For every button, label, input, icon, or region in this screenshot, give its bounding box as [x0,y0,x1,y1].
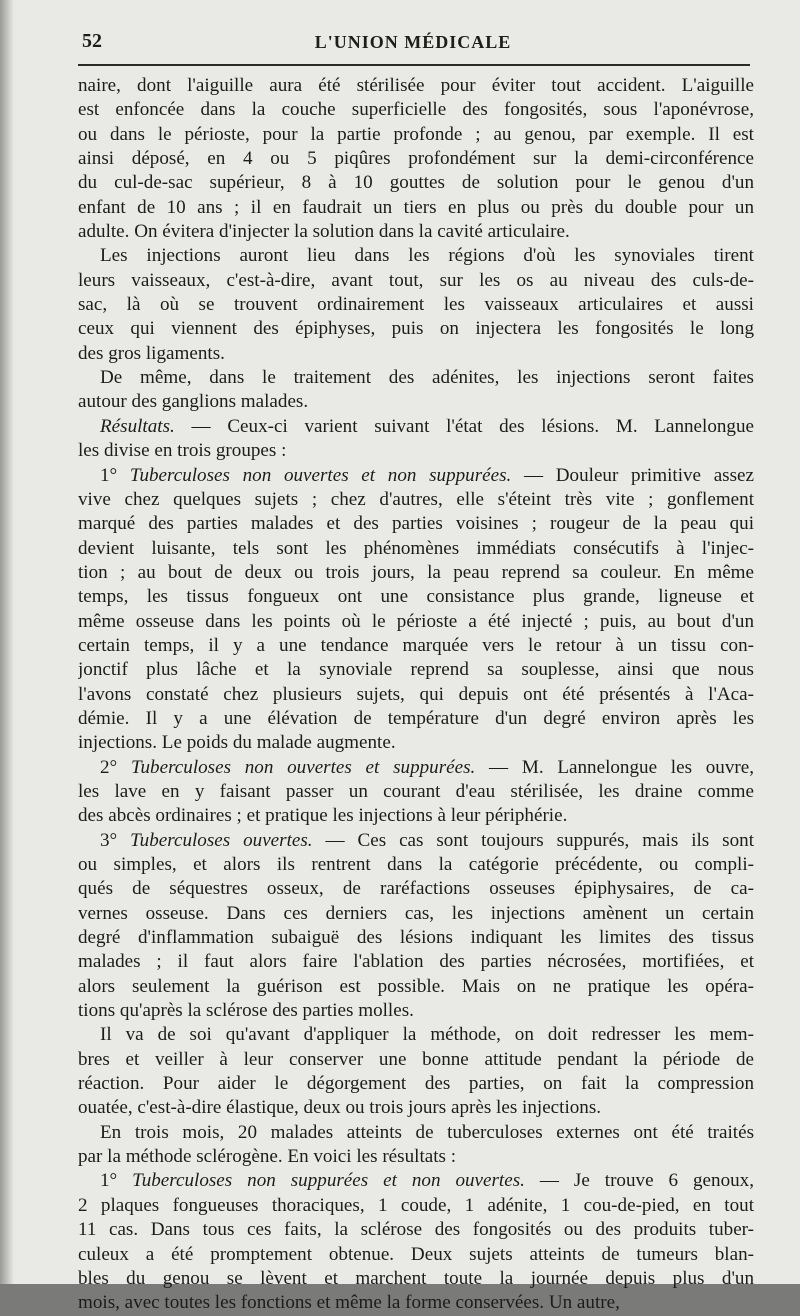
text-line [78,488,754,512]
text-run: temps, les tissus fongueux ont une consistance plus grande, ligneuse et [78,586,754,608]
text-line [78,561,754,585]
text-line [78,756,754,780]
text-run: ceux qui viennent des épiphyses, puis on injectera les fongosités le long [78,318,754,340]
italic-phrase: Tuberculoses non suppurées et non ouvertes. [132,1170,525,1192]
text-line [78,999,754,1023]
text-line [78,683,754,707]
italic-phrase: Tuberculoses non ouvertes et suppurées. [130,756,476,778]
text-line [78,147,754,171]
text-line [78,98,754,122]
text-line [78,1121,754,1145]
text-run: autour des ganglions malades. [78,391,309,413]
text-line [78,804,754,828]
text-run: mois, avec toutes les fonctions et même la forme conservées. Un autre, [78,1292,620,1314]
text-line [78,829,754,853]
text-run: bres et veiller à leur conserver une bonne attitude pendant la période de [78,1048,754,1070]
body-text [78,74,754,1316]
text-run: Les injections auront lieu dans les régions d'où les synoviales tirent [100,245,754,267]
text-run: tion ; au bout de deux ou trois jours, la peau reprend sa couleur. En même [78,561,754,583]
text-run: — Ceux-ci varient suivant l'état des lésions. M. Lannelongue [174,415,754,437]
text-run: des gros ligaments. [78,342,225,364]
text-run: ou dans le périoste, pour la partie profonde ; au genou, par exemple. Il est [78,123,754,145]
text-line [78,1072,754,1096]
text-run: De même, dans le traitement des adénites, les injections seront faites [100,367,754,389]
text-run: 1° [100,464,130,486]
text-run: naire, dont l'aiguille aura été stérilisée pour éviter tout accident. L'aiguille [78,75,754,96]
italic-phrase: Tuberculoses ouvertes. [130,829,313,851]
text-run: — Je trouve 6 genoux, [524,1170,754,1192]
text-run: 11 cas. Dans tous ces faits, la sclérose des fongosités ou des produits tuber- [78,1219,754,1241]
text-run: certain temps, il y a une tendance marquée vers le retour à un tissu con- [78,634,754,656]
text-run: degré d'inflammation subaiguë des lésions indiquant les limites des tissus [78,927,754,949]
text-run: — Douleur primitive assez [511,464,754,486]
text-line [78,731,754,755]
text-run: enfant de 10 ans ; il en faudrait un tiers en plus ou près du double pour un [78,196,754,218]
text-run: sac, là où se trouvent ordinairement les vaisseaux articulaires et aussi [78,294,754,316]
text-run: des abcès ordinaires ; et pratique les injections à leur périphérie. [78,805,568,827]
text-line [78,585,754,609]
text-run: bles du genou se lèvent et marchent toute la journée depuis plus d'un [78,1267,754,1289]
text-line [78,1096,754,1120]
text-run: marqué des parties malades et des parties voisines ; rougeur de la peau qui [78,513,754,535]
text-line [78,780,754,804]
text-run: 2 plaques fongueuses thoraciques, 1 coude, 1 adénite, 1 cou-de-pied, en tout [78,1194,754,1216]
text-run: démie. Il y a une élévation de température d'un degré environ après les [78,707,754,729]
text-run: tions qu'après la sclérose des parties molles. [78,1000,414,1022]
text-run: 1° [100,1170,133,1192]
text-line [78,342,754,366]
text-run: culeux a été promptement obtenue. Deux sujets atteints de tumeurs blan- [78,1243,754,1265]
running-title: L'UNION MÉDICALE [314,32,512,52]
text-line [78,950,754,974]
text-line [78,366,754,390]
text-line [78,415,754,439]
text-line [78,439,754,463]
text-line [78,1243,754,1267]
text-run: jonctif plus lâche et la synoviale reprend sa souplesse, ainsi que nous [78,659,754,681]
text-run: est enfoncée dans la couche superficielle des fongosités, sous l'aponévrose, [78,99,754,121]
text-run: vernes osseuse. Dans ces derniers cas, les injections amènent un certain [78,902,754,924]
text-line [78,390,754,414]
text-run: devient luisante, tels sont les phénomènes immédiats consécutifs à l'injec- [78,537,754,559]
text-line [78,902,754,926]
text-line [78,1267,754,1291]
text-run: vive chez quelques sujets ; chez d'autres, elle s'éteint très vite ; gonflement [78,488,754,510]
italic-phrase: Résultats. [100,415,175,437]
text-line [78,269,754,293]
text-line [78,634,754,658]
text-line [78,707,754,731]
text-run: injections. Le poids du malade augmente. [78,732,396,754]
page-number: 52 [82,30,102,52]
text-line [78,1048,754,1072]
text-run: les divise en trois groupes : [78,440,287,462]
text-run: du cul-de-sac supérieur, 8 à 10 gouttes de solution pour le genou d'un [78,172,754,194]
text-line [78,1145,754,1169]
text-line [78,244,754,268]
text-line [78,1194,754,1218]
text-run: — Ces cas sont toujours suppurés, mais ils sont [312,829,754,851]
text-line [78,1023,754,1047]
text-line [78,464,754,488]
text-line [78,1218,754,1242]
header-rule [78,64,750,66]
text-run: même osseuse dans les points où le périoste a été injecté ; puis, au bout d'un [78,610,754,632]
text-run: ou simples, et alors ils rentrent dans la catégorie précédente, ou compli- [78,854,754,875]
text-run: leurs vaisseaux, c'est-à-dire, avant tout, sur les os au niveau des culs-de- [78,269,754,291]
text-run: — M. Lannelongue les ouvre, [475,756,754,778]
text-line [78,975,754,999]
text-run: ouatée, c'est-à-dire élastique, deux ou trois jours après les injections. [78,1097,602,1119]
text-line [78,220,754,244]
italic-phrase: Tuberculoses non ouvertes et non suppurées. [129,464,512,486]
text-run: ainsi déposé, en 4 ou 5 piqûres profondément sur la demi-circonférence [78,148,754,170]
text-line [78,171,754,195]
text-line [78,658,754,682]
text-line [78,877,754,901]
text-line [78,610,754,634]
text-run: alors seulement la guérison est possible. Mais on ne pratique les opéra- [78,975,754,997]
text-line [78,293,754,317]
text-line [78,1291,754,1315]
text-line [78,853,754,877]
text-run: les lave en y faisant passer un courant d'eau stérilisée, les draine comme [78,780,754,802]
text-run: par la méthode sclérogène. En voici les résultats : [78,1146,457,1168]
text-run: Il va de soi qu'avant d'appliquer la méthode, on doit redresser les mem- [100,1024,754,1046]
text-run: 3° [100,829,131,851]
text-run: 2° [100,756,131,778]
text-run: malades ; il faut alors faire l'ablation des parties nécrosées, mortifiées, et [78,951,754,973]
text-line [78,317,754,341]
text-run: adulte. On évitera d'injecter la solution dans la cavité articulaire. [78,221,570,243]
text-line [78,1169,754,1193]
text-run: l'avons constaté chez plusieurs sujets, qui depuis ont été présentés à l'Aca- [78,683,754,705]
text-line [78,74,754,98]
text-run: qués de séquestres osseux, de raréfactions osseuses épiphysaires, de ca- [78,878,754,900]
text-line [78,537,754,561]
page-header [78,30,748,56]
text-run: réaction. Pour aider le dégorgement des parties, on fait la compression [78,1073,754,1095]
text-line [78,512,754,536]
text-line [78,926,754,950]
text-line [78,196,754,220]
text-line [78,123,754,147]
text-run: En trois mois, 20 malades atteints de tuberculoses externes ont été traités [100,1121,754,1143]
